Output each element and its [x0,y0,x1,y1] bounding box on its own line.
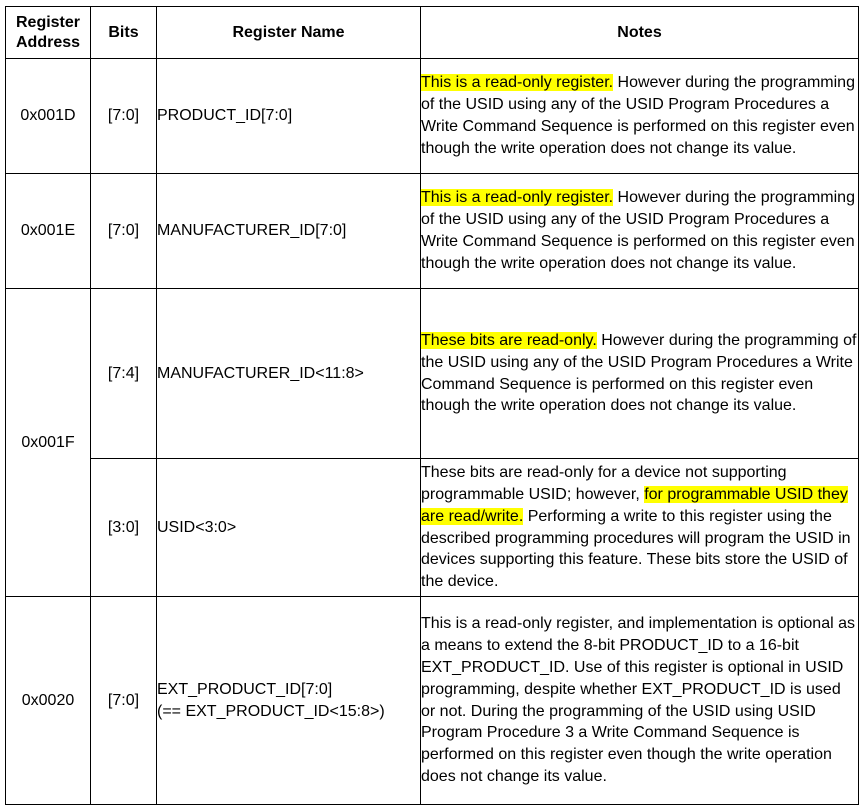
notes-text-pre: These bits are read-only for a device not supporting programmable USID; however, [421,464,787,503]
header-address [6,7,91,59]
header-address-line1: Register [15,13,81,31]
notes-text: Performing a write to this register using the described programming procedures will program the USID in devices supporting this feature. These bits store the USID of the device. [421,507,851,591]
register-name-line1: EXT_PRODUCT_ID[7:0] [157,680,333,698]
register-notes [421,289,859,459]
register-address: 0x001F [6,289,91,597]
table-row [6,459,859,597]
table-row [6,174,859,289]
register-address: 0x0020 [6,597,91,805]
header-register-name: Register Name [157,7,421,59]
register-name-line2: (== EXT_PRODUCT_ID<15:8>) [157,702,385,720]
register-address: 0x001D [6,59,91,174]
notes-highlight: These bits are read-only. [421,331,597,349]
header-address-line2: Address [15,33,81,51]
notes-highlight: for programmable USID they are read/write. [421,485,848,525]
notes-text: However during the programming of the USID using any of the USID Program Procedures a Write Command Sequence is performed on this register even though the write operation does not change its value. [421,189,855,272]
register-bits: [7:4] [91,289,157,459]
header-notes: Notes [421,7,859,59]
notes-highlight: This is a read-only register. [421,189,614,207]
register-table [5,6,859,805]
register-bits: [7:0] [91,597,157,805]
register-name: MANUFACTURER_ID<11:8> [157,289,421,459]
register-name: PRODUCT_ID[7:0] [157,59,421,174]
table-row [6,597,859,805]
register-bits: [3:0] [91,459,157,597]
register-notes [421,59,859,174]
register-name: MANUFACTURER_ID[7:0] [157,174,421,289]
table-row [6,289,859,459]
header-row [6,7,859,59]
notes-text: However during the programming of the USID using any of the USID Program Procedures a Write Command Sequence is performed on this register even though the write operation does not change its value. [421,74,855,157]
register-address: 0x001E [6,174,91,289]
notes-text: However during the programming of the USID using any of the USID Program Procedures a Write Command Sequence is performed on this register even though the write operation does not change its value. [421,331,857,415]
register-bits: [7:0] [91,174,157,289]
register-notes [421,174,859,289]
notes-highlight: This is a read-only register. [421,74,614,92]
register-bits: [7:0] [91,59,157,174]
table-row [6,59,859,174]
register-name: USID<3:0> [157,459,421,597]
register-name [157,597,421,805]
register-notes: This is a read-only register, and implementation is optional as a means to extend the 8-bit PRODUCT_ID to a 16-bit EXT_PRODUCT_ID. Use of this register is optional in USID programming, despite whether EXT_PRODUCT_ID is used or not. During the programming of the USID using USID Program Procedure 3 a Write Command Sequence is performed on this register even though the write operation does not change its value. [421,597,859,805]
header-bits: Bits [91,7,157,59]
register-notes [421,459,859,597]
